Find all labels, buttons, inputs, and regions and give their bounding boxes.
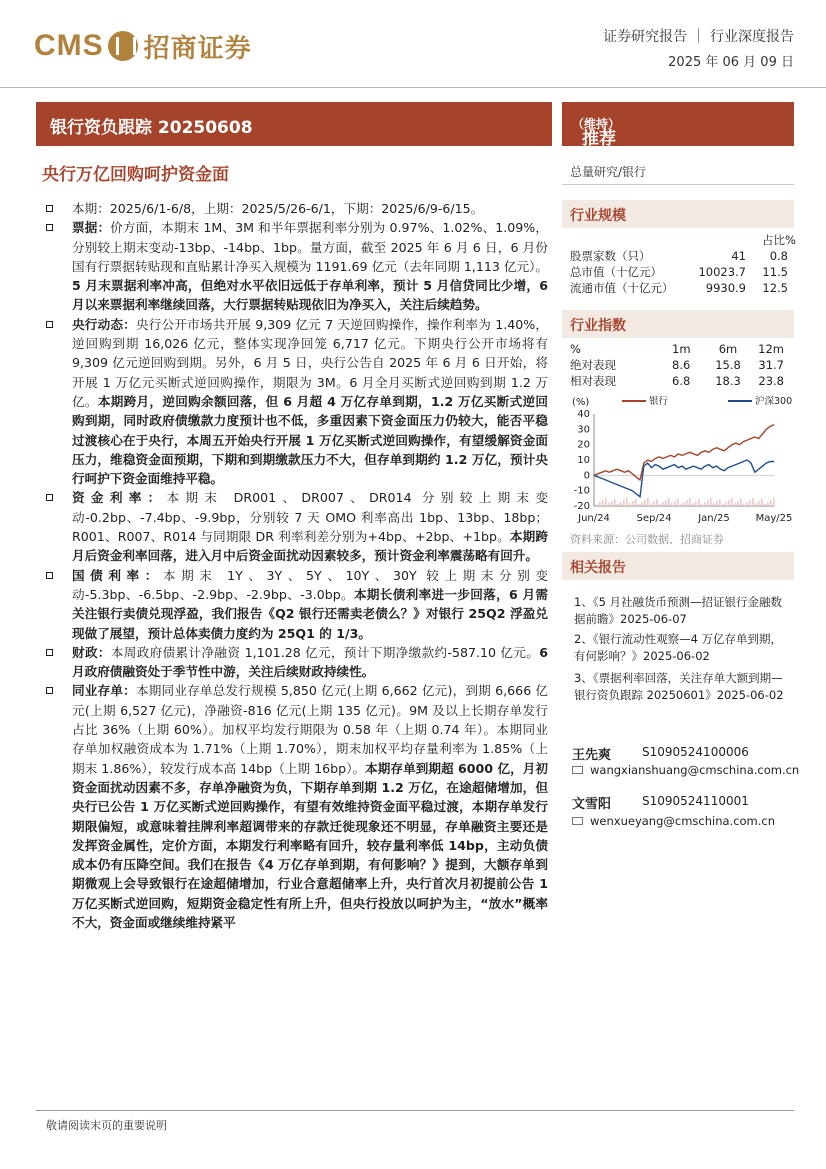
- related-report-item[interactable]: 3、《票据利率回落，关注存单大额到期—银行资负跟踪 20250601》2025-06-02: [574, 671, 784, 702]
- volume-bar: [725, 502, 727, 506]
- col-header: 6m: [718, 342, 738, 356]
- volume-bar: [710, 498, 712, 506]
- rating-note: （维持）: [572, 117, 621, 131]
- report-title: 银行资负跟踪 20250608: [50, 118, 253, 138]
- volume-bar: [761, 499, 763, 506]
- rating-label: 推荐: [582, 129, 616, 149]
- author-email[interactable]: wangxianshuang@cmschina.com.cn: [590, 763, 800, 777]
- volume-bar: [698, 499, 700, 506]
- volume-bar: [620, 502, 622, 506]
- paragraph-label: 国债利率：: [72, 567, 163, 583]
- table-row: [570, 373, 784, 389]
- volume-bar: [746, 502, 748, 506]
- volume-bar: [611, 501, 613, 506]
- row-value: 9930.9: [705, 281, 746, 295]
- volume-bar: [638, 504, 640, 506]
- volume-bar: [650, 503, 652, 506]
- author-id: S1090524100006: [642, 745, 749, 759]
- footer-note: 敬请阅读末页的重要说明: [46, 1119, 167, 1132]
- volume-bar: [737, 501, 739, 506]
- y-tick-label: 10: [577, 455, 590, 466]
- x-tick-label: Sep/24: [636, 513, 672, 524]
- logo-badge-icon: [108, 31, 138, 61]
- volume-bar: [692, 503, 694, 506]
- analyst-type: 总量研究/银行: [570, 165, 647, 179]
- x-tick-label: Jan/25: [698, 513, 730, 524]
- volume-bar: [731, 498, 733, 506]
- related-reports-title: 相关报告: [570, 560, 626, 576]
- summary-paragraph: [46, 566, 548, 643]
- paragraph-label: 同业存单：: [72, 683, 136, 699]
- row-value: 41: [731, 249, 746, 263]
- paragraph-conclusion: 本期存单到期超 6000 亿，月初资金面扰动因素不多，存单净融资为负，下期存单到期 1.2 万亿，在途超储增加，但央行已公告 1 万亿买断式逆回购操作，有望有效维持资金面平稳过渡，本期存单发行期限偏短，或意味着挂牌利率超调带来的存款迁徙现象还不明显，存单融资主要还是发挥资金属性，定价方面，本期发行利率略有回升，较存量利率低 14bp，主动负债成本仍有压降空间。我们在报告《4 万亿存单到期，有何影响？》提到，大额存单到期微观上会导致银行在途超储增加，行业合意超储率上升，央行首次月初提前公告 1 万亿买断式逆回购，短期资金稳定性有所上升，但央行投放以呵护为主，“放水”概率不大，资金面或继续维持紧平: [72, 760, 548, 930]
- volume-bar: [695, 501, 697, 506]
- volume-bar: [605, 498, 607, 506]
- volume-bar: [680, 504, 682, 506]
- volume-bar: [740, 499, 742, 506]
- volume-bar: [758, 501, 760, 506]
- row-value: 6.8: [672, 374, 691, 388]
- paragraph-text: 本期：2025/6/1-6/8，上期：2025/5/26-6/1，下期：2025/6/9-6/15。: [72, 201, 484, 216]
- author-id: S1090524110001: [642, 794, 749, 808]
- volume-bar: [716, 501, 718, 506]
- volume-bar: [734, 503, 736, 506]
- paragraph-text: 价方面，本期末 1M、3M 和半年票据利率分别为 0.97%、1.02%、1.09%，分别较上期末变动-13bp、-14bp、1bp。量方面，截至 2025 年 6 月 6 日，6 月份国有行票据转贴现和直贴累计净买入规模为 1191.69 亿元（去年同期 1,113 亿元）。: [72, 220, 549, 274]
- table-row: [570, 248, 788, 264]
- divider: [562, 184, 794, 185]
- volume-bar: [617, 504, 619, 506]
- volume-bar: [689, 498, 691, 506]
- row-value: 18.3: [715, 374, 741, 388]
- summary-paragraph: [46, 681, 548, 932]
- scale-col-header: 占比%: [762, 233, 796, 247]
- row-pct: 12.5: [762, 281, 788, 295]
- industry-index-header: [562, 310, 794, 338]
- report-type: 证券研究报告 ｜ 行业深度报告: [603, 29, 794, 45]
- volume-bar: [602, 500, 604, 506]
- industry-scale-table: [570, 248, 788, 296]
- row-value: 8.6: [672, 358, 691, 372]
- volume-bar: [596, 504, 598, 506]
- paragraph-conclusion: 5 月末票据利率冲高，但绝对水平依旧远低于存单利率，预计 5 月信贷同比少增，6 月以来票据利率继续回落，大行票据转贴现依旧为净买入，关注后续趋势。: [72, 278, 548, 313]
- related-report-item[interactable]: 1、《5 月社融货币预测—招证银行金融数据前瞻》2025-06-07: [574, 595, 783, 626]
- volume-bar: [623, 500, 625, 506]
- paragraph-conclusion: 6 月政府债融资处于季节性中游，关注后续财政持续性。: [72, 644, 549, 680]
- row-name: 股票家数（只）: [570, 249, 651, 263]
- volume-bar: [608, 503, 610, 506]
- rating-box: [562, 102, 794, 149]
- volume-bar: [641, 502, 643, 506]
- bullet-icon: [46, 649, 53, 656]
- volume-bar: [635, 499, 637, 506]
- performance-chart: [562, 392, 794, 532]
- mail-icon: [572, 817, 583, 825]
- volume-bar: [773, 498, 775, 506]
- volume-bar: [722, 504, 724, 506]
- volume-bar: [701, 504, 703, 506]
- row-name: 绝对表现: [570, 358, 616, 372]
- y-tick-label: -20: [573, 501, 590, 512]
- volume-bar: [704, 502, 706, 506]
- paragraph-text: 央行公开市场共开展 9,309 亿元 7 天逆回购操作，操作利率为 1.40%，逆回购到期 16,026 亿元，整体实现净回笼 6,717 亿元。下期央行公开市场将有 9,309 亿元逆回购到期。另外，6 月 5 日，央行公告自 2025 年 6 月 6 日开始，将开展 1 万亿元买断式逆回购操作，期限为 3M。6 月全月买断式逆回购到期 1.2 万亿。: [72, 316, 548, 409]
- x-tick-label: May/25: [755, 513, 793, 524]
- row-name: 流通市值（十亿元）: [570, 281, 674, 295]
- logo-cn-text: 招商证券: [143, 33, 252, 64]
- author-email[interactable]: wenxueyang@cmschina.com.cn: [590, 814, 776, 828]
- volume-bar: [713, 503, 715, 506]
- y-tick-label: -10: [573, 485, 590, 497]
- paragraph-label: 资金利率：: [72, 490, 167, 506]
- volume-bar: [662, 502, 664, 506]
- y-tick-label: 40: [577, 409, 590, 420]
- bullet-icon: [46, 494, 53, 501]
- paragraph-text: 本期末 DR001、DR007、DR014 分别较上期末变动-0.2bp、-7.4bp、-9.9bp，分别较 7 天 OMO 利率高出 1bp、13bp、18bp；R001、R007、R014 与同期限 DR 利率利差分别为+4bp、+2bp、+1bp。: [72, 490, 548, 545]
- header-divider: [0, 87, 826, 88]
- bullet-icon: [46, 224, 53, 231]
- volume-bar: [770, 500, 772, 506]
- row-value: 10023.7: [698, 265, 746, 279]
- row-pct: 0.8: [769, 249, 788, 263]
- bullet-icon: [46, 205, 53, 212]
- bullet-icon: [46, 687, 53, 694]
- volume-bar: [668, 498, 670, 506]
- volume-bar: [707, 500, 709, 506]
- row-value: 23.8: [758, 374, 784, 388]
- row-name: 总市值（十亿元）: [570, 265, 662, 279]
- row-value: 15.8: [715, 358, 741, 372]
- volume-bar: [599, 502, 601, 506]
- bullet-icon: [46, 572, 53, 579]
- chart-source: 资料来源：公司数据、招商证券: [570, 533, 724, 546]
- volume-bar: [614, 499, 616, 506]
- legend-label: 银行: [649, 396, 669, 407]
- paragraph-conclusion: 本期长债利率进一步回落，6 月需关注银行卖债兑现浮盈，我们报告《Q2 银行还需卖老债么？》对银行 25Q2 浮盈兑现做了展望，预计总体卖债力度约为 25Q1 的 1/3。: [72, 586, 548, 641]
- table-row: [570, 341, 784, 357]
- summary-paragraph: [46, 488, 548, 565]
- table-row: [570, 357, 784, 373]
- row-name: 相对表现: [570, 374, 616, 388]
- row-value: 31.7: [758, 358, 784, 372]
- title-bar: [36, 102, 552, 146]
- series-line-沪深300: [594, 460, 774, 497]
- y-tick-label: 20: [577, 439, 590, 451]
- volume-bar: [764, 504, 766, 506]
- paragraph-conclusion: 本期跨月后资金利率回落，进入月中后资金面扰动因素较多，预计资金利率震荡略有回升。: [72, 529, 548, 564]
- volume-bar: [719, 499, 721, 506]
- volume-bar: [653, 501, 655, 506]
- y-tick-label: 30: [577, 424, 590, 436]
- y-tick-label: 0: [583, 470, 590, 482]
- series-line-银行: [594, 425, 774, 480]
- paragraph-label: 票据：: [72, 220, 111, 236]
- volume-bar: [743, 504, 745, 506]
- volume-bar: [671, 503, 673, 506]
- paragraph-label: 央行动态：: [72, 316, 136, 332]
- footer-divider: [36, 1110, 794, 1111]
- paragraph-text: 本周政府债累计净融资 1,101.28 亿元，预计下期净缴款约-587.10 亿元。: [110, 644, 540, 660]
- company-logo: [34, 28, 252, 64]
- summary-paragraph: [46, 643, 548, 682]
- volume-bar: [632, 501, 634, 506]
- author-name: 王先爽: [572, 748, 612, 763]
- volume-bar: [752, 498, 754, 506]
- volume-bar: [755, 503, 757, 506]
- volume-bar: [749, 500, 751, 506]
- mail-icon: [572, 766, 583, 774]
- col-header: %: [570, 342, 581, 356]
- paragraph-text: 本期同业存单总发行规模 5,850 亿元(上期 6,662 亿元)，到期 6,666 亿元(上期 6,527 亿元)，净融资-816 亿元(上期 135 亿元)。9M 及以上长期存单发行占比 36%（上期 60%）。加权平均发行期限为 0.58 年（上期 0.74 年）。本期同业存单加权融资成本为 1.71%（上期 1.70%），期末加权平均存量利率为 1.85%（上期末 1.86%），较发行成本高 14bp（上期 16bp）。: [72, 683, 548, 776]
- volume-bar: [626, 498, 628, 506]
- bullet-icon: [46, 321, 53, 328]
- industry-index-title: 行业指数: [570, 318, 626, 334]
- paragraph-conclusion: 本期跨月，逆回购余额回落，但 6 月超 4 万亿存单到期，1.2 万亿买断式逆回购到期，同时政府债缴款力度预计也不低，多重因素下资金面压力仍较大，能否平稳过渡核心在于央行，本周五开始央行开展 1 万亿买断式逆回购操作，有望缓解资金面压力，维稳资金面预期，下期和到期缴款压力不大，但存单到期约 1.2 万亿，预计央行呵护下资金面维持平稳。: [72, 393, 548, 487]
- summary-paragraph: [46, 218, 548, 314]
- volume-bar: [677, 499, 679, 506]
- summary-paragraph: [46, 199, 548, 218]
- report-date: 2025 年 06 月 09 日: [668, 55, 794, 70]
- author-name: 文雪阳: [572, 797, 612, 812]
- table-row: [570, 280, 788, 296]
- industry-scale-header: [562, 200, 794, 228]
- volume-bar: [683, 502, 685, 506]
- volume-bar: [644, 500, 646, 506]
- paragraph-label: 财政：: [72, 644, 111, 660]
- table-row: [570, 264, 788, 280]
- legend-label: 沪深300: [755, 396, 793, 407]
- col-header: 1m: [672, 342, 691, 356]
- industry-scale-title: 行业规模: [570, 208, 626, 224]
- report-body: [46, 199, 548, 932]
- volume-bar: [665, 500, 667, 506]
- related-reports-header: [562, 552, 794, 580]
- volume-bar: [686, 500, 688, 506]
- volume-bar: [647, 498, 649, 506]
- volume-bar: [629, 503, 631, 506]
- logo-cms-text: CMS: [34, 29, 104, 62]
- volume-bar: [767, 502, 769, 506]
- volume-bar: [659, 504, 661, 506]
- volume-bar: [728, 500, 730, 506]
- summary-paragraph: [46, 315, 548, 489]
- related-report-item[interactable]: 2、《银行流动性观察—4 万亿存单到期，有何影响？》2025-06-02: [574, 632, 783, 663]
- industry-index-table: [570, 341, 784, 389]
- volume-bar: [656, 499, 658, 506]
- col-header: 12m: [758, 342, 784, 356]
- row-pct: 11.5: [762, 265, 788, 279]
- paragraph-text: 本期末 1Y、3Y、5Y、10Y、30Y 较上期末分别变动-5.3bp、-6.5bp、-2.9bp、-2.9bp、-3.0bp。: [72, 567, 548, 602]
- x-tick-label: Jun/24: [578, 513, 610, 524]
- y-axis-label: (%): [572, 397, 590, 408]
- volume-bar: [674, 501, 676, 506]
- report-subtitle: 央行万亿回购呵护资金面: [42, 165, 229, 185]
